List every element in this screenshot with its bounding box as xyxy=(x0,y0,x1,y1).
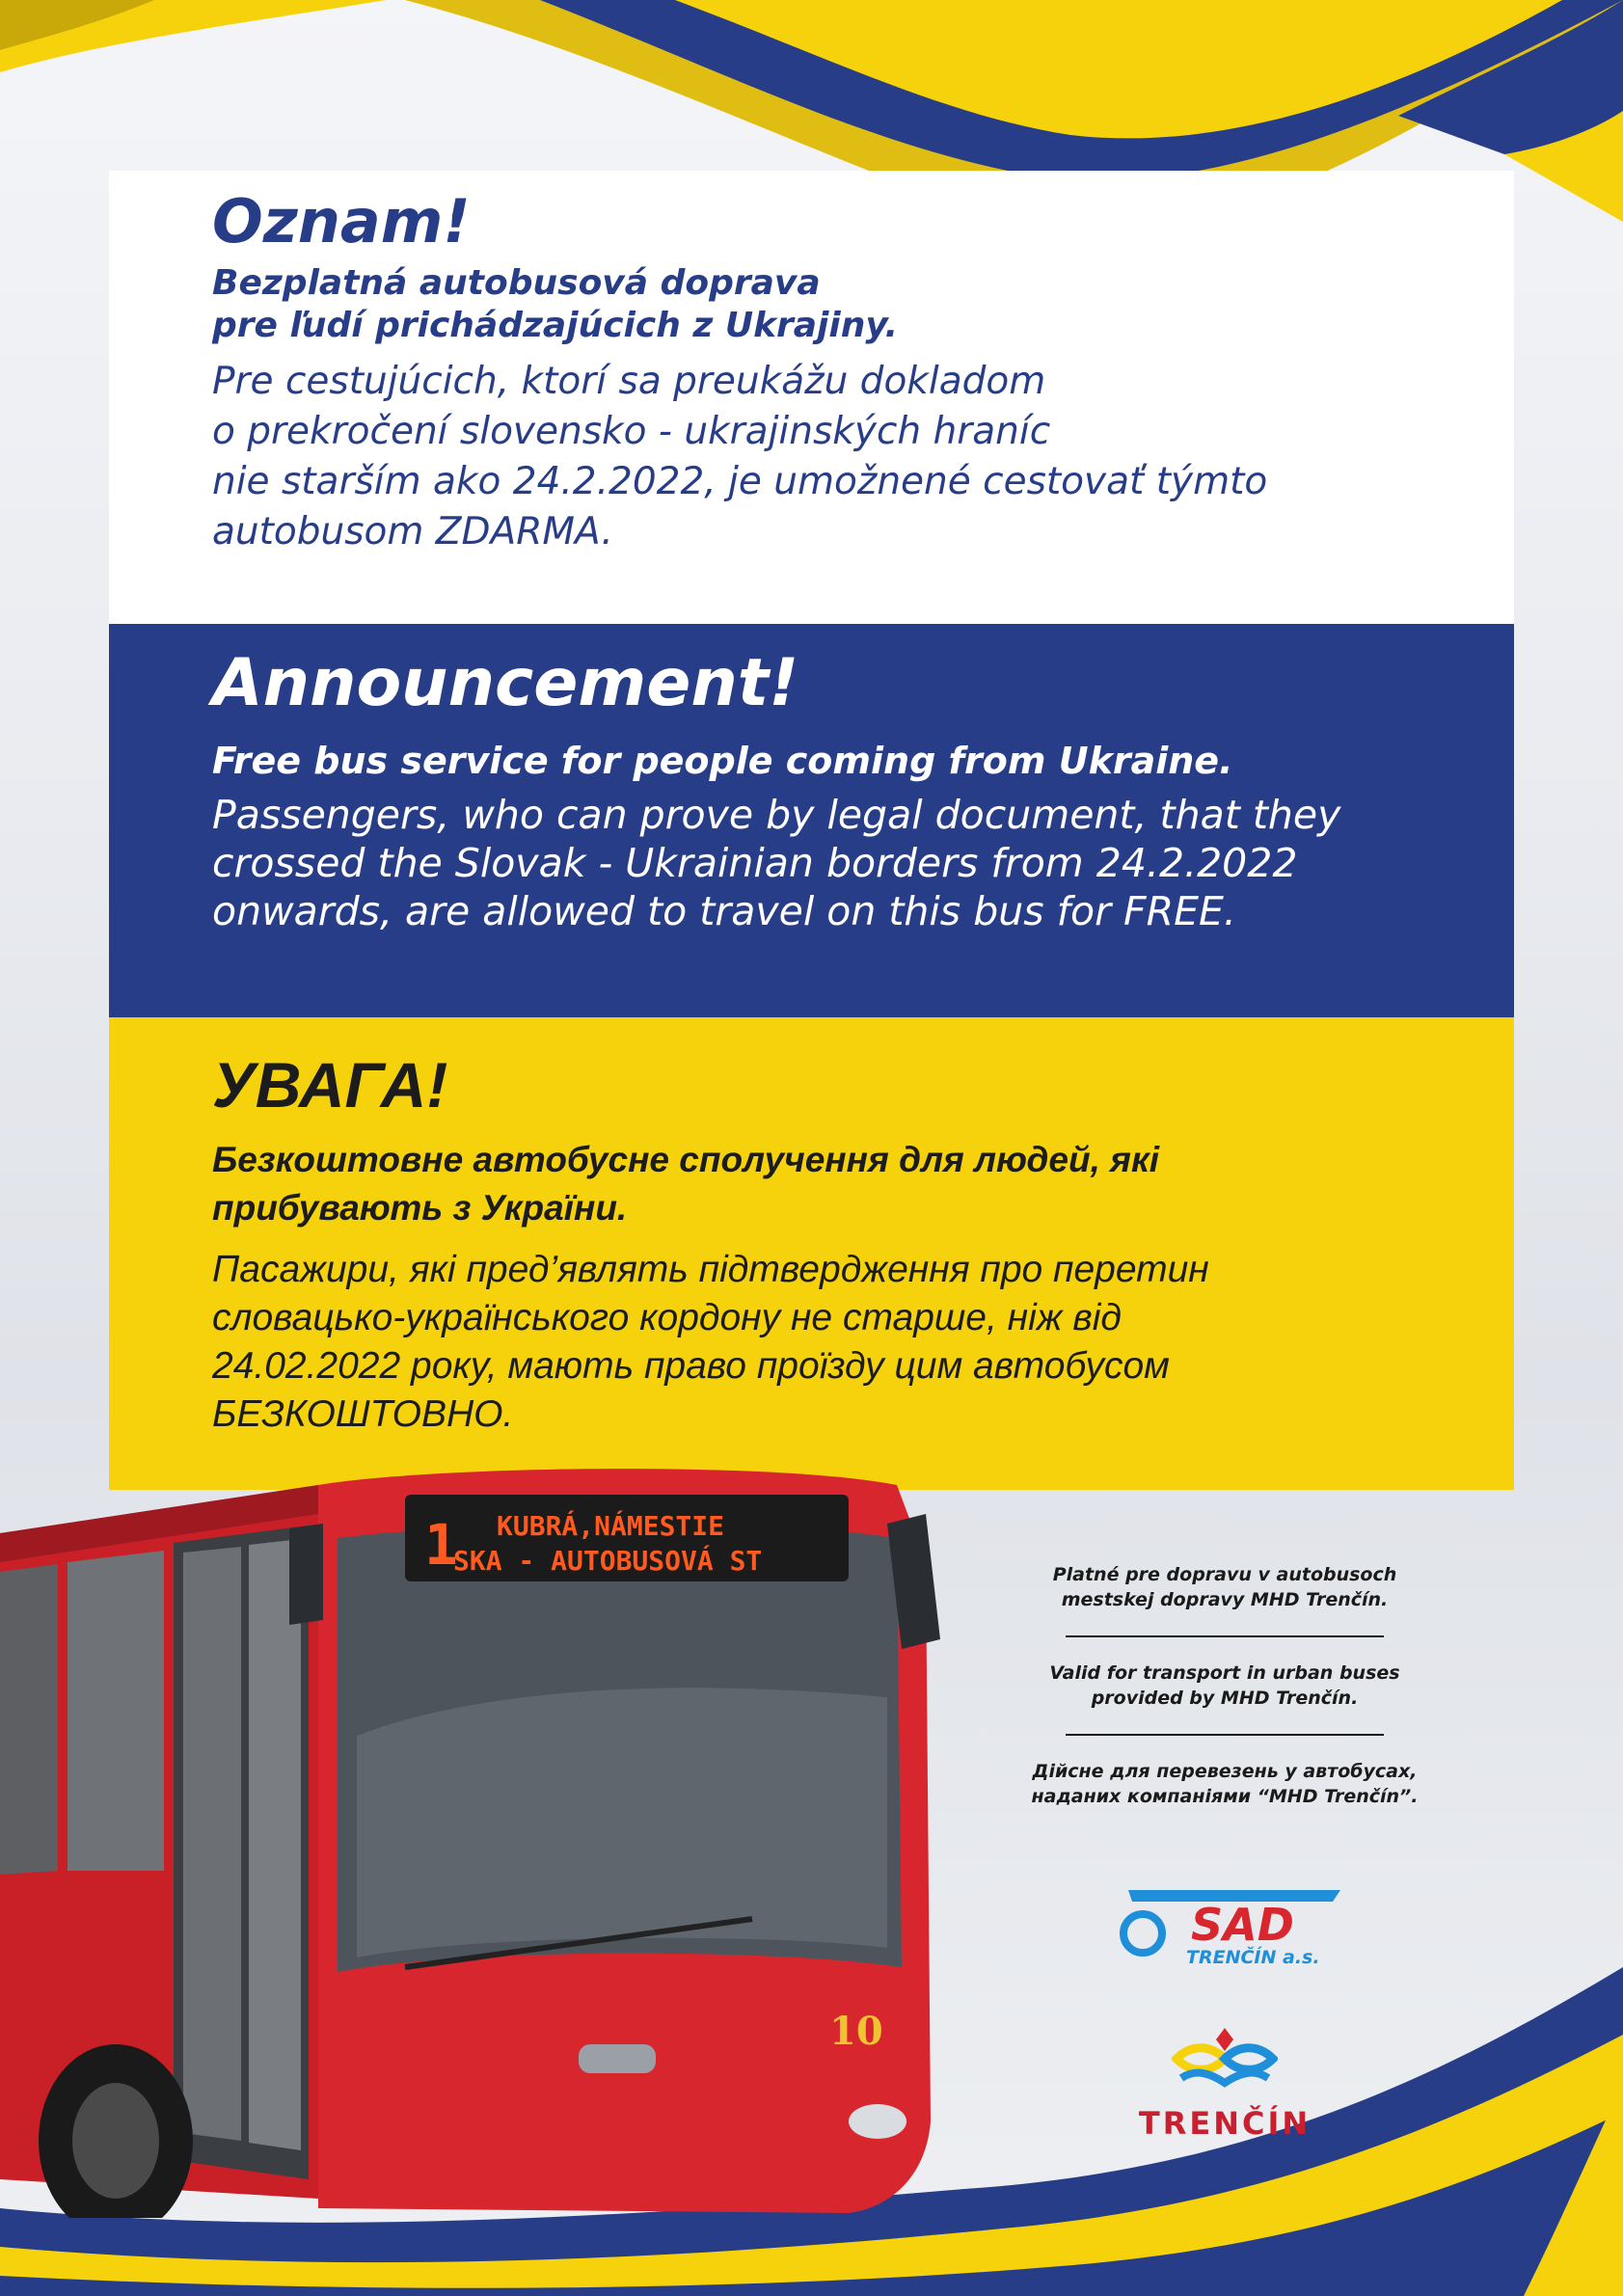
english-subtitle xyxy=(212,739,1514,783)
ukrainian-announcement-panel xyxy=(109,1017,1514,1490)
sad-logo-subtext: TRENČÍN a.s. xyxy=(1186,1947,1320,1967)
sad-logo-text: SAD xyxy=(1191,1899,1294,1951)
slovak-subtitle xyxy=(212,262,1514,347)
ukrainian-subtitle-line: прибувають з України. xyxy=(212,1188,628,1229)
slovak-body-line: o prekročení slovensko - ukrajinských hraníc xyxy=(212,410,1051,454)
validity-en-line: Valid for transport in urban buses xyxy=(1049,1662,1400,1684)
slovak-announcement-panel xyxy=(109,171,1514,624)
slovak-subtitle-line: pre ľudí prichádzajúcich z Ukrajiny. xyxy=(212,306,899,346)
validity-ua-line: наданих компаніями “MHD Trenčín”. xyxy=(1031,1786,1419,1807)
english-body-line: onwards, are allowed to travel on this bus for FREE. xyxy=(212,888,1236,935)
validity-ua-line: Дійсне для перевезень у автобусах, xyxy=(1032,1761,1418,1782)
bus-display-line: KUBRÁ,NÁMESTIE xyxy=(497,1510,725,1542)
trencin-city-logo xyxy=(1128,2020,1321,2142)
ukrainian-body-line: Пасажири, які пред’являть підтвердження про перетин xyxy=(212,1249,1209,1291)
ukrainian-subtitle xyxy=(212,1136,1514,1232)
english-announcement-panel xyxy=(109,624,1514,1017)
slovak-body-line: autobusom ZDARMA. xyxy=(212,510,613,554)
validity-en-line: provided by MHD Trenčín. xyxy=(1091,1688,1359,1709)
divider xyxy=(1066,1635,1384,1637)
ukrainian-body-line: БЕЗКОШТОВНО. xyxy=(212,1393,514,1436)
english-subtitle-line: Free bus service for people coming from Ukraine. xyxy=(212,740,1233,783)
bus-display-line: SKA - AUTOBUSOVÁ ST xyxy=(453,1545,763,1577)
english-body-line: Passengers, who can prove by legal document, that they xyxy=(212,792,1341,839)
slovak-body-line: nie starším ako 24.2.2022, je umožnené cestovať týmto xyxy=(212,460,1268,504)
trencin-logo-text: TRENČÍN xyxy=(1138,2105,1312,2142)
validity-sk-line: mestskej dopravy MHD Trenčín. xyxy=(1061,1589,1389,1610)
ukrainian-subtitle-line: Безкоштовне автобусне сполучення для людей, які xyxy=(212,1140,1159,1180)
trencin-emblem-icon xyxy=(1172,2020,1278,2097)
bus-fleet-number: 10 xyxy=(829,2009,883,2054)
slovak-title: Oznam! xyxy=(212,186,471,257)
divider xyxy=(1066,1734,1384,1736)
validity-note xyxy=(1003,1562,1447,1809)
ukrainian-title: УВАГА! xyxy=(212,1049,448,1121)
ukrainian-body-line: словацько-українського кордону не старше, ніж від xyxy=(212,1297,1122,1339)
bus-route-number: 1 xyxy=(424,1512,458,1578)
slovak-body xyxy=(212,357,1514,557)
validity-sk-line: Platné pre dopravu v autobusoch xyxy=(1052,1564,1397,1585)
ukrainian-body-line: 24.02.2022 року, мають право проїзду цим автобусом xyxy=(212,1345,1170,1388)
english-body-line: crossed the Slovak - Ukrainian borders from 24.2.2022 xyxy=(212,840,1298,887)
slovak-body-line: Pre cestujúcich, ktorí sa preukážu dokladom xyxy=(212,360,1046,404)
sad-bus-logo xyxy=(1119,1871,1340,1967)
ukrainian-body xyxy=(212,1246,1514,1439)
english-body xyxy=(212,791,1514,935)
english-title: Announcement! xyxy=(212,645,799,721)
slovak-subtitle-line: Bezplatná autobusová doprava xyxy=(212,263,821,304)
red-bus-image xyxy=(0,1446,964,2218)
